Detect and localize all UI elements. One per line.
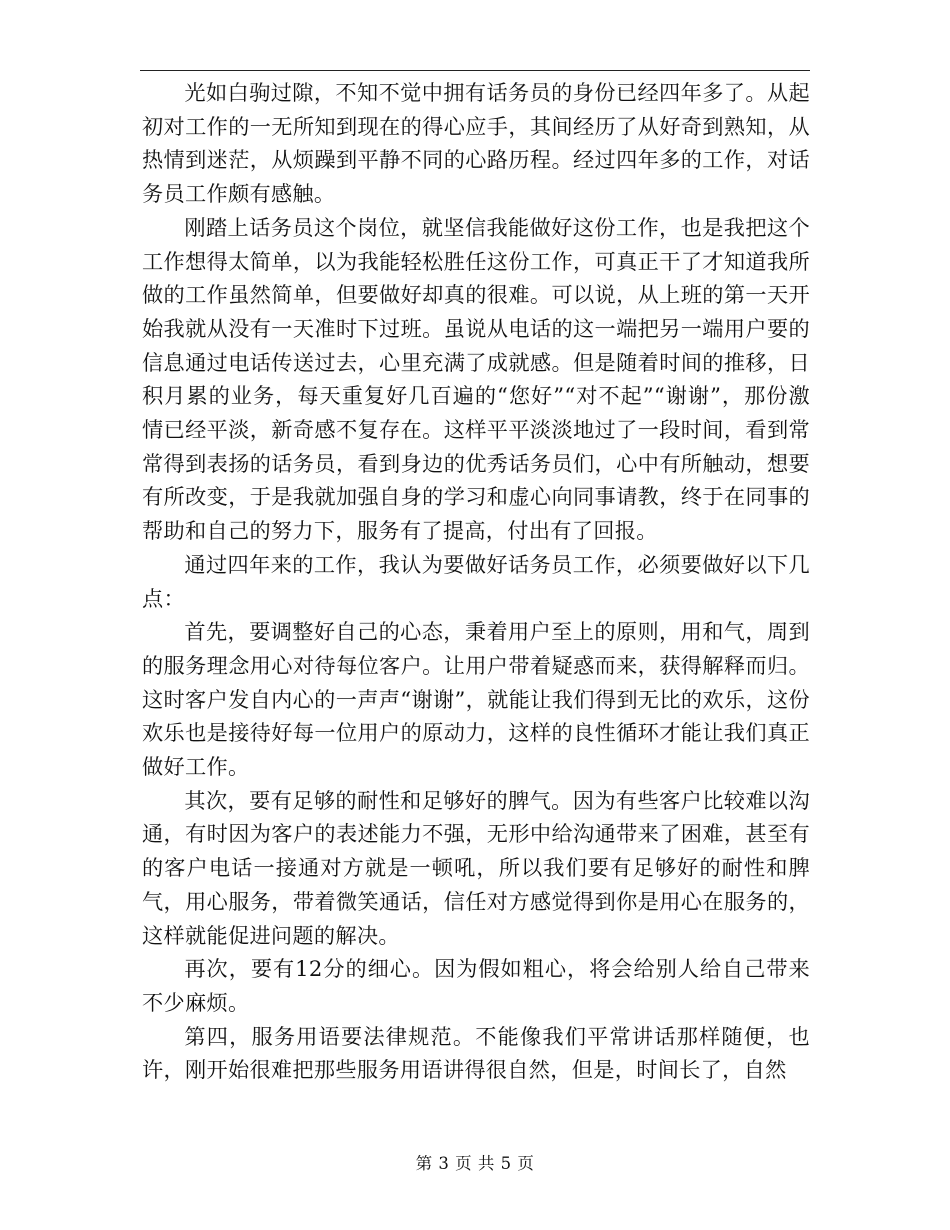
paragraph: 通过四年来的工作，我认为要做好话务员工作，必须要做好以下几点：	[142, 551, 810, 611]
paragraph: 刚踏上话务员这个岗位，就坚信我能做好这份工作，也是我把这个工作想得太简单，以为我能轻松胜任这份工作，可真正干了才知道我所做的工作虽然简单，但要做好却真的很难。可以说，从上班的第一天开始我就从没有一天准时下过班。虽说从电话的这一端把另一端用户要的信息通过电话传送过去，心里充满了成就感。但是随着时间的推移，日积月累的业务，每天重复好几百遍的“您好”“对不起”“谢谢”，那份激情已经平淡，新奇感不复存在。这样平平淡淡地过了一段时间，看到常常得到表扬的话务员，看到身边的优秀话务员们，心中有所触动，想要有所改变，于是我就加强自身的学习和虚心向同事请教，终于在同事的帮助和自己的努力下，服务有了提高，付出有了回报。	[142, 214, 810, 544]
paragraph: 再次，要有12分的细心。因为假如粗心，将会给别人给自己带来不少麻烦。	[142, 956, 810, 1015]
page-number-footer: 第 3 页 共 5 页	[415, 1154, 535, 1173]
document-body	[142, 76, 810, 1087]
header-rule	[140, 70, 810, 71]
paragraph: 光如白驹过隙，不知不觉中拥有话务员的身份已经四年多了。从起初对工作的一无所知到现在的得心应手，其间经历了从好奇到熟知，从热情到迷茫，从烦躁到平静不同的心路历程。经过四年多的工作，对话务员工作颇有感触。	[142, 80, 810, 207]
paragraph: 首先，要调整好自己的心态，秉着用户至上的原则，用和气，周到的服务理念用心对待每位客户。让用户带着疑惑而来，获得解释而归。这时客户发自内心的一声声“谢谢”，就能让我们得到无比的欢乐，这份欢乐也是接待好每一位用户的原动力，这样的良性循环才能让我们真正做好工作。	[142, 619, 810, 780]
paragraph: 第四，服务用语要法律规范。不能像我们平常讲话那样随便，也许，刚开始很难把那些服务用语讲得很自然，但是，时间长了，自然	[142, 1023, 810, 1083]
paragraph: 其次，要有足够的耐性和足够好的脾气。因为有些客户比较难以沟通，有时因为客户的表述能力不强，无形中给沟通带来了困难，甚至有的客户电话一接通对方就是一顿吼，所以我们要有足够好的耐性和脾气，用心服务，带着微笑通话，信任对方感觉得到你是用心在服务的，这样就能促进问题的解决。	[142, 787, 810, 948]
